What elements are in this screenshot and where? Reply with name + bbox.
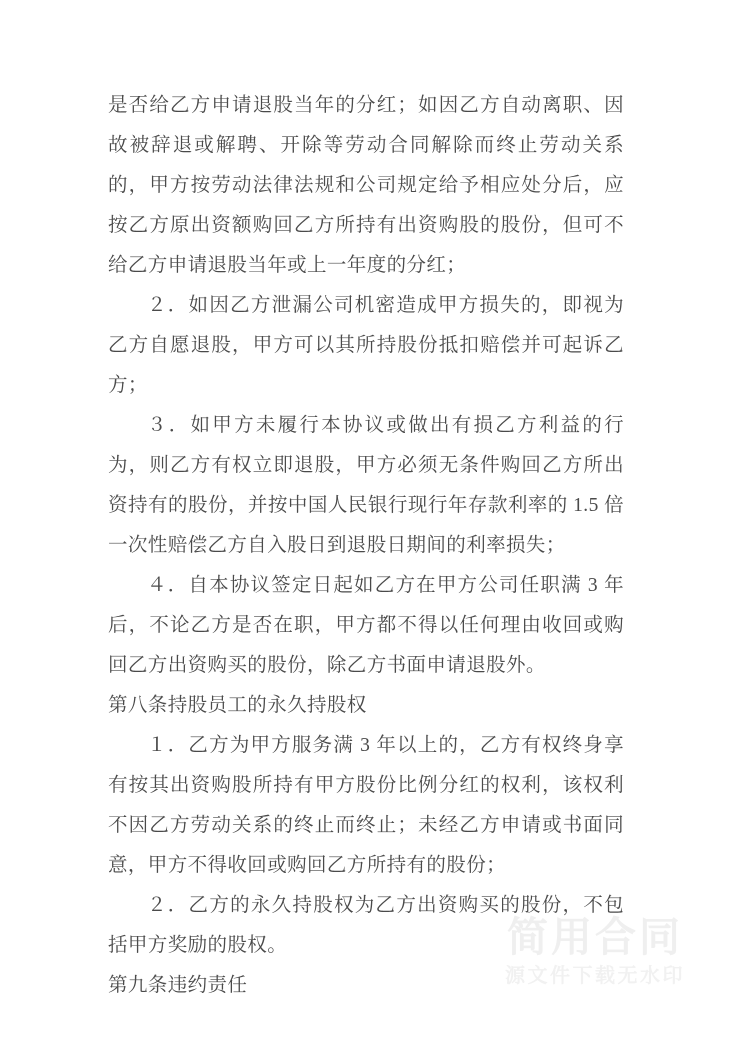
heading-article-8: 第八条持股员工的永久持股权	[108, 695, 367, 716]
paragraph-article-8-item-1: １．乙方为甲方服务满 3 年以上的，乙方有权终身享有按其出资购股所持有甲方股份比例分红的权利，该权利不因乙方劳动关系的终止而终止；未经乙方申请或书面同意，甲方不得收回或购回乙方所持有的股份；	[108, 735, 624, 876]
watermark-sub-text: 源文件下载无水印	[505, 965, 685, 987]
paragraph-article-8-item-2: ２．乙方的永久持股权为乙方出资购买的股份，不包括甲方奖励的股权。	[108, 895, 624, 956]
paragraph-continued-clause-1: 是否给乙方申请退股当年的分红；如因乙方自动离职、因故被辞退或解聘、开除等劳动合同解除而终止劳动关系的，甲方按劳动法律法规和公司规定给予相应处分后，应按乙方原出资额购回乙方所持有出资购股的股份，但可不给乙方申请退股当年或上一年度的分红；	[108, 95, 624, 276]
paragraph-clause-2: ２．如因乙方泄漏公司机密造成甲方损失的，即视为乙方自愿退股，甲方可以其所持股份抵扣赔偿并可起诉乙方；	[108, 295, 624, 396]
paragraph-clause-4: ４．自本协议签定日起如乙方在甲方公司任职满 3 年后，不论乙方是否在职，甲方都不得以任何理由收回或购回乙方出资购买的股份，除乙方书面申请退股外。	[108, 575, 624, 676]
paragraph-clause-3: ３．如甲方未履行本协议或做出有损乙方利益的行为，则乙方有权立即退股，甲方必须无条件购回乙方所出资持有的股份，并按中国人民银行现行年存款利率的 1.5 倍一次性赔偿乙方自入股日到退股日期间的利率损失；	[108, 415, 624, 556]
heading-article-9: 第九条违约责任	[108, 975, 248, 996]
watermark-main-text: 简用合同	[507, 913, 683, 960]
document-text-body	[108, 86, 624, 1006]
